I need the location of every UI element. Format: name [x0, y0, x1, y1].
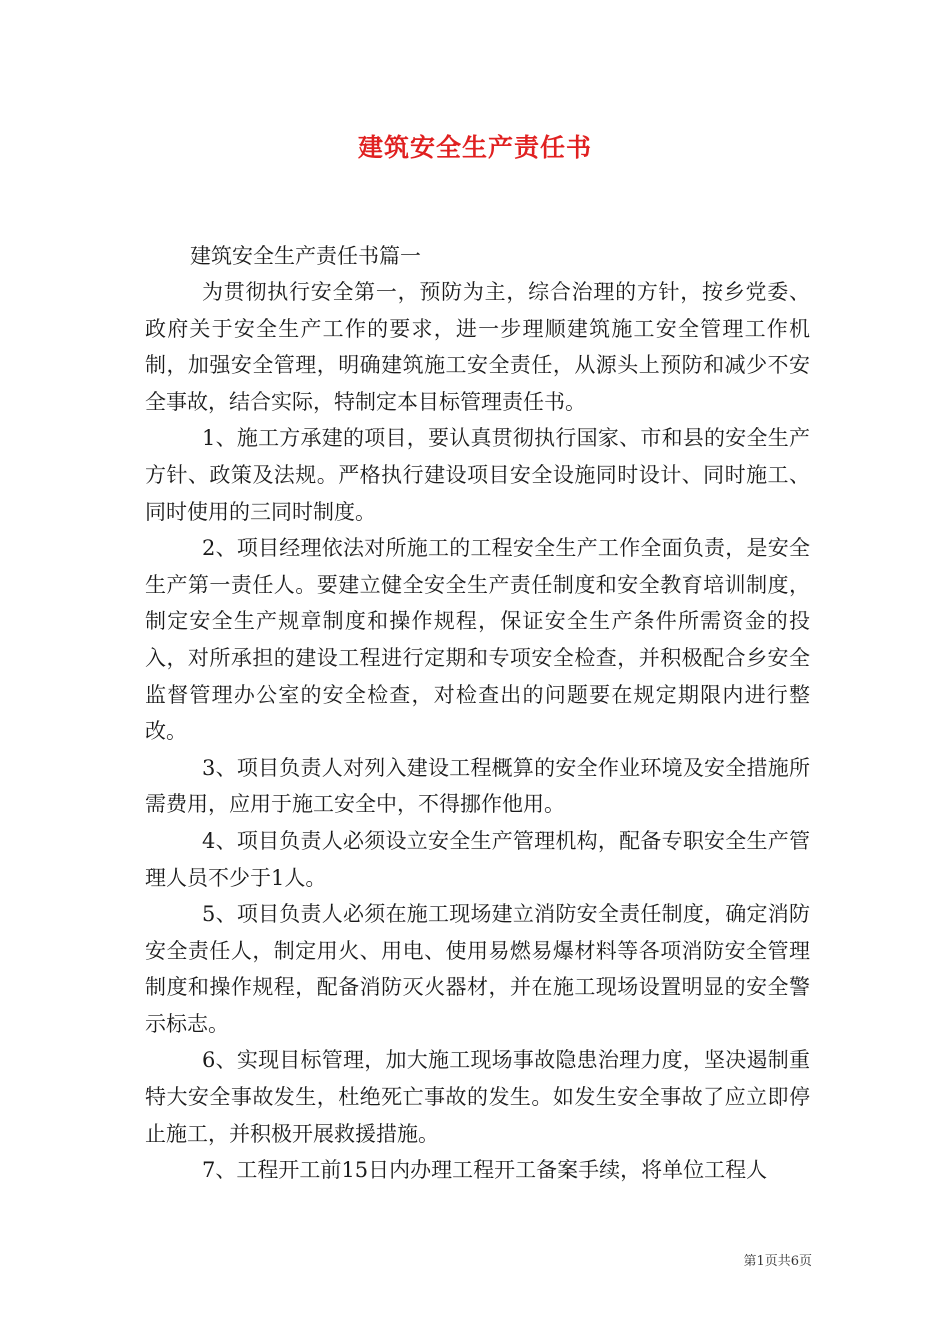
paragraph-item-2: 2、项目经理依法对所施工的工程安全生产工作全面负责，是安全生产第一责任人。要建立健全安全生产责任制度和安全教育培训制度，制定安全生产规章制度和操作规程，保证安全生产条件所需资金的投入，对所承担的建设工程进行定期和专项安全检查，并积极配合乡安全监督管理办公室的安全检查，对检查出的问题要在规定期限内进行整改。 — [145, 536, 810, 744]
document-title: 建筑安全生产责任书 — [357, 133, 592, 162]
section-heading: 建筑安全生产责任书篇一 — [190, 244, 421, 268]
document-body — [145, 238, 810, 1189]
paragraph-item-7: 7、工程开工前15日内办理工程开工备案手续，将单位工程人 — [202, 1158, 768, 1183]
paragraph-item-4: 4、项目负责人必须设立安全生产管理机构，配备专职安全生产管理人员不少于1人。 — [145, 828, 810, 890]
paragraph-item-5: 5、项目负责人必须在施工现场建立消防安全责任制度，确定消防安全责任人，制定用火、用电、使用易燃易爆材料等各项消防安全管理制度和操作规程，配备消防灭火器材，并在施工现场设置明显的安全警示标志。 — [145, 902, 810, 1036]
paragraph-item-3: 3、项目负责人对列入建设工程概算的安全作业环境及安全措施所需费用，应用于施工安全中，不得挪作他用。 — [145, 755, 810, 817]
paragraph-intro: 为贯彻执行安全第一，预防为主，综合治理的方针，按乡党委、政府关于安全生产工作的要求，进一步理顺建筑施工安全管理工作机制，加强安全管理，明确建筑施工安全责任，从源头上预防和减少不安全事故，结合实际，特制定本目标管理责任书。 — [145, 280, 810, 414]
paragraph-item-1: 1、施工方承建的项目，要认真贯彻执行国家、市和县的安全生产方针、政策及法规。严格执行建设项目安全设施同时设计、同时施工、同时使用的三同时制度。 — [145, 426, 810, 524]
paragraph-item-6: 6、实现目标管理，加大施工现场事故隐患治理力度，坚决遏制重特大安全事故发生，杜绝死亡事故的发生。如发生安全事故了应立即停止施工，并积极开展救援措施。 — [145, 1048, 810, 1146]
page-number: 第1页共6页 — [743, 1254, 812, 1269]
